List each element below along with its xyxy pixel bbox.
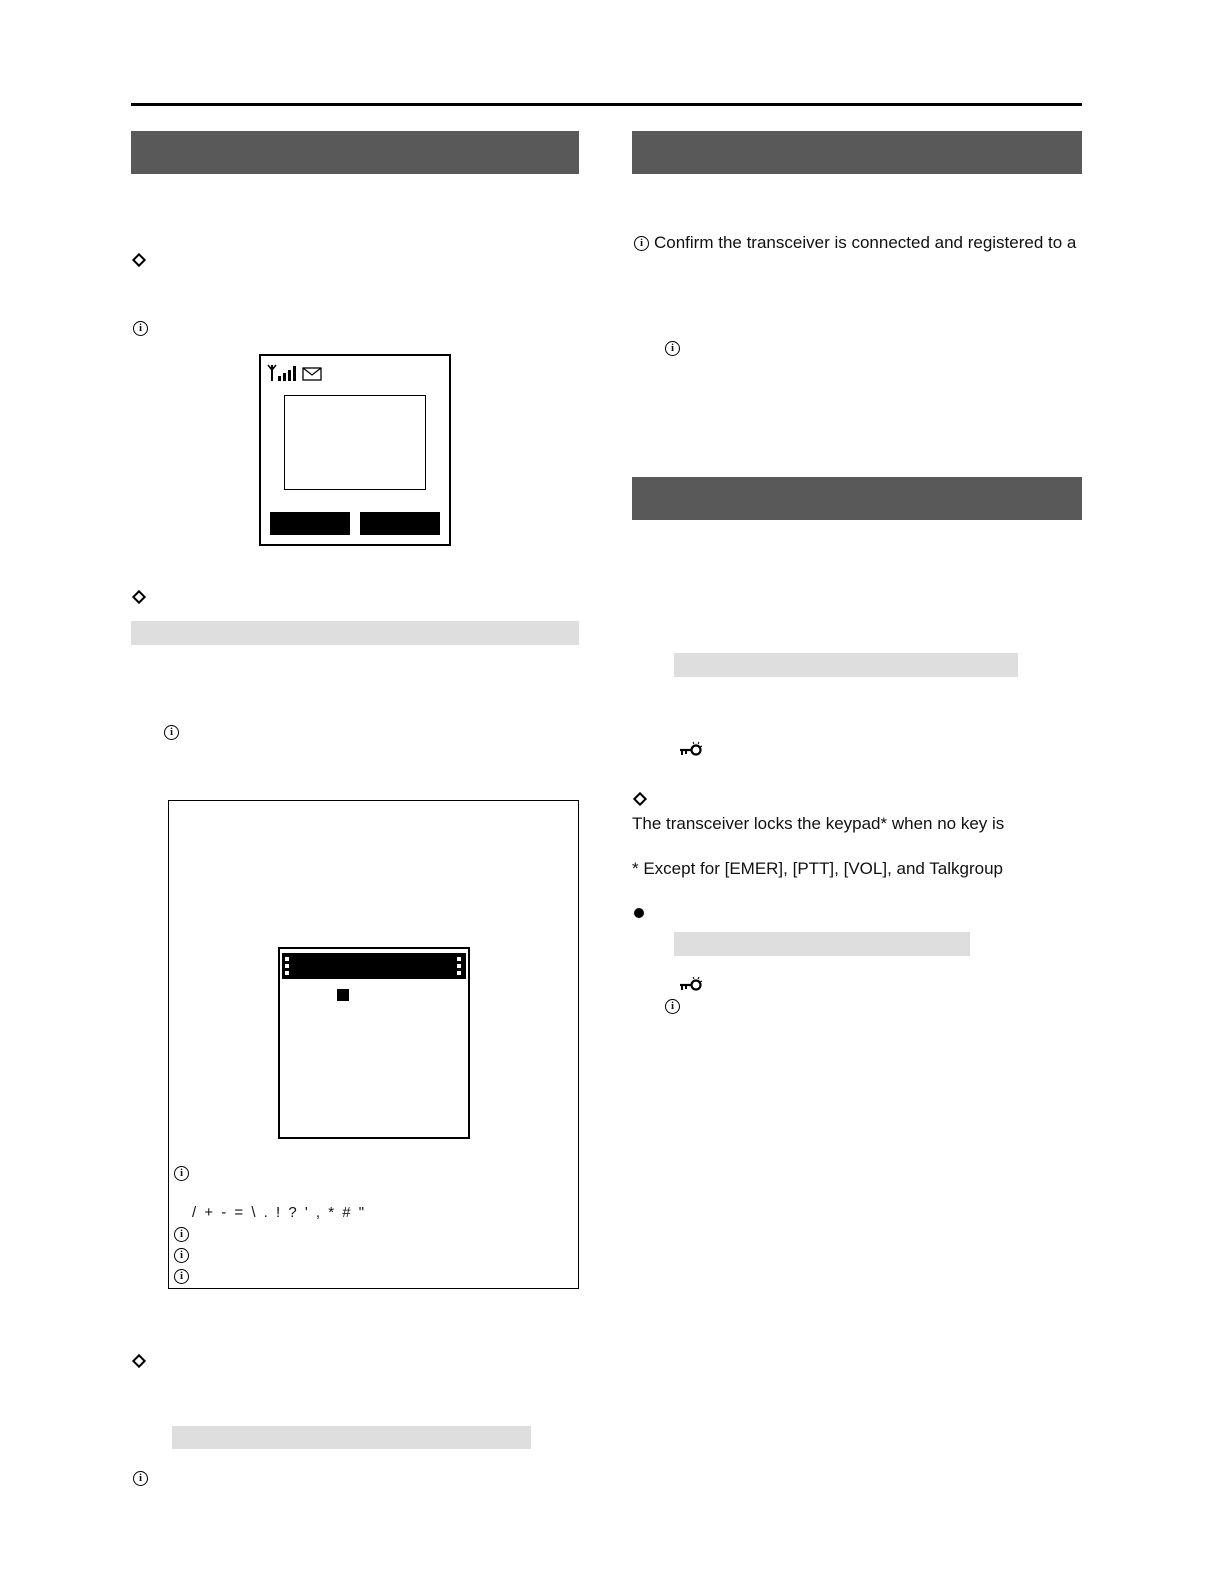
info-icon: i [665,341,680,356]
scroll-indicator-left [285,957,289,975]
info-icon: i [665,999,680,1014]
screen-header-bar [282,953,466,979]
info-icon: i [133,321,148,336]
key-lock-icon [679,975,703,992]
diamond-bullet-icon [132,253,146,267]
info-icon: i [174,1269,189,1284]
left-soft-key[interactable] [270,512,350,535]
section-header-bar-keylock [632,477,1082,520]
diamond-bullet-icon [132,590,146,604]
right-soft-key[interactable] [360,512,440,535]
keypad-lock-description: The transceiver locks the keypad* when no key is [632,814,1005,833]
bullet-point [634,908,644,918]
scroll-indicator-right [457,957,461,975]
confirm-registration-text: Confirm the transceiver is connected and registered to a [654,233,1077,252]
info-icon: i [133,1471,148,1486]
key-lock-icon [679,740,703,757]
procedure-step-bar [131,621,579,645]
info-icon: i [174,1227,189,1242]
info-icon: i [634,236,649,251]
procedure-step-bar [172,1426,531,1449]
section-header-bar-left [131,131,579,174]
keypad-lock-exceptions: * Except for [EMER], [PTT], [VOL], and Talkgroup [632,859,1004,878]
info-icon: i [174,1166,189,1181]
antenna-signal-icon [267,363,299,383]
procedure-step-bar [674,932,970,956]
envelope-icon [302,367,322,381]
top-rule [131,103,1082,106]
diamond-bullet-icon [633,792,647,806]
info-icon: i [164,725,179,740]
diamond-bullet-icon [132,1354,146,1368]
section-header-bar-right [632,131,1082,174]
text-cursor [337,989,349,1001]
display-message-area [284,395,426,490]
info-icon: i [174,1248,189,1263]
procedure-step-bar [674,653,1018,677]
special-characters-list: / + - = \ . ! ? ' , * # " [192,1204,367,1221]
